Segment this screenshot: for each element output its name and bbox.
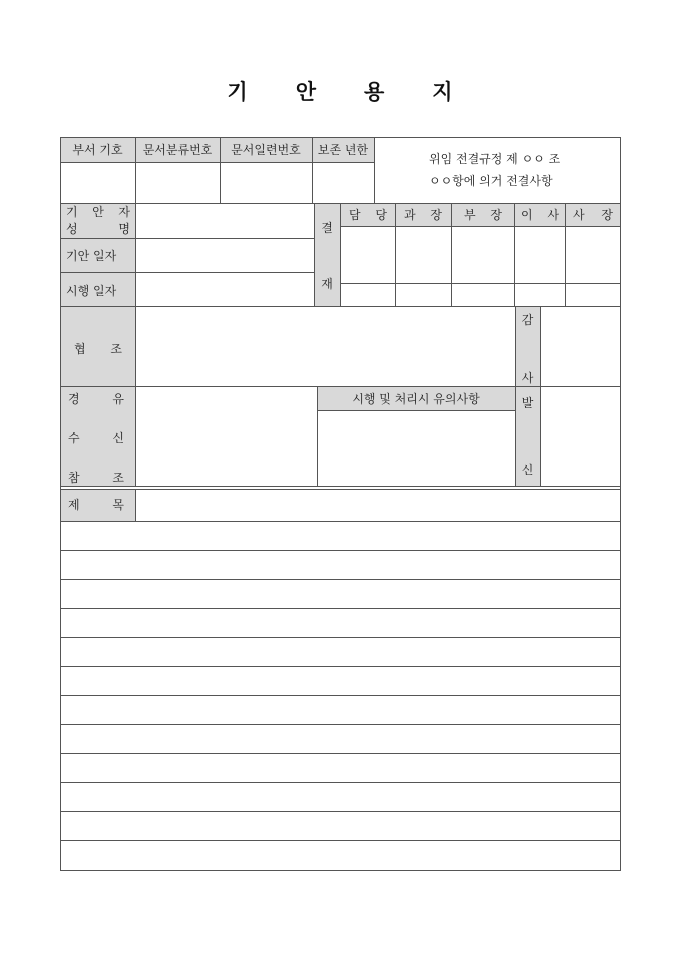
title-char: 기 xyxy=(227,79,248,104)
routing-via-label xyxy=(68,392,124,406)
label-char: 협 xyxy=(74,342,86,356)
delegation-rule-line1: 위임 전결규정 제 ㅇㅇ 조 xyxy=(429,152,561,166)
rule xyxy=(60,386,621,387)
approval-role-staff xyxy=(349,208,387,222)
rule xyxy=(451,203,452,307)
rule xyxy=(317,410,515,411)
audit-label-bottom: 사 xyxy=(521,371,534,385)
title-char: 용 xyxy=(364,79,385,104)
label-char: 제 xyxy=(68,498,80,512)
approval-label-bottom: 재 xyxy=(321,277,333,291)
rule xyxy=(60,137,61,871)
label-char: 신 xyxy=(112,431,124,445)
rule xyxy=(60,870,621,871)
drafter-char: 기 xyxy=(66,205,78,219)
rule xyxy=(60,272,314,273)
rule xyxy=(60,306,621,307)
routing-reference-label xyxy=(68,471,124,485)
label-char: 경 xyxy=(68,392,80,406)
cooperation-label xyxy=(74,342,122,356)
rule xyxy=(314,203,315,307)
role-char: 장 xyxy=(601,208,613,222)
body-line xyxy=(60,840,621,841)
label-char: 수 xyxy=(68,431,80,445)
role-char: 부 xyxy=(464,208,476,222)
rule xyxy=(135,386,136,487)
body-line xyxy=(60,666,621,667)
drafter-name-label-bottom xyxy=(66,222,130,236)
rule xyxy=(540,306,541,487)
subject-label xyxy=(68,498,124,512)
body-line xyxy=(60,579,621,580)
doc-serial-no-label: 문서일련번호 xyxy=(231,143,301,157)
approval-role-president xyxy=(573,208,613,222)
title-char: 지 xyxy=(432,79,453,104)
label-char: 조 xyxy=(110,342,122,356)
role-char: 담 xyxy=(349,208,361,222)
label-char: 조 xyxy=(112,471,124,485)
role-char: 이 xyxy=(521,208,533,222)
role-char: 장 xyxy=(490,208,502,222)
body-line xyxy=(60,695,621,696)
retention-period-label: 보존 년한 xyxy=(317,143,369,157)
rule xyxy=(135,489,136,522)
rule xyxy=(514,203,515,307)
drafter-char: 성 xyxy=(66,222,78,236)
rule xyxy=(340,203,341,307)
rule xyxy=(60,137,621,138)
body-line xyxy=(60,724,621,725)
approval-label-top: 결 xyxy=(321,221,333,235)
rule xyxy=(60,521,621,522)
role-char: 장 xyxy=(430,208,442,222)
rule xyxy=(340,283,621,284)
label-char: 유 xyxy=(112,392,124,406)
rule xyxy=(565,203,566,307)
body-line xyxy=(60,811,621,812)
body-line xyxy=(60,782,621,783)
dept-code-label: 부서 기호 xyxy=(72,143,123,157)
audit-label-top: 감 xyxy=(521,313,534,327)
delegation-rule-line2: ㅇㅇ항에 의거 전결사항 xyxy=(429,174,553,188)
body-line xyxy=(60,637,621,638)
rule xyxy=(374,137,375,204)
body-line xyxy=(60,608,621,609)
rule xyxy=(620,137,621,871)
rule xyxy=(60,489,621,490)
title-char: 안 xyxy=(295,79,316,104)
dispatch-label-top: 발 xyxy=(521,396,534,410)
rule xyxy=(60,486,621,487)
drafter-char: 명 xyxy=(118,222,130,236)
role-char: 사 xyxy=(547,208,559,222)
body-line xyxy=(60,753,621,754)
rule xyxy=(395,203,396,307)
draft-date-label: 기안 일자 xyxy=(66,249,117,263)
routing-recipient-label xyxy=(68,431,124,445)
rule xyxy=(60,162,374,163)
drafter-char: 안 xyxy=(92,205,104,219)
body-line xyxy=(60,550,621,551)
role-char: 과 xyxy=(404,208,416,222)
approval-role-dept-head xyxy=(464,208,502,222)
approval-role-director xyxy=(521,208,559,222)
dispatch-label-bottom: 신 xyxy=(521,463,534,477)
label-char: 참 xyxy=(68,471,80,485)
rule xyxy=(60,238,314,239)
rule xyxy=(340,226,621,227)
drafter-char: 자 xyxy=(118,205,130,219)
doc-class-no-label: 문서분류번호 xyxy=(142,143,213,157)
approval-role-section-chief xyxy=(404,208,442,222)
role-char: 당 xyxy=(375,208,387,222)
role-char: 사 xyxy=(573,208,585,222)
label-char: 목 xyxy=(112,498,124,512)
processing-notes-label: 시행 및 처리시 유의사항 xyxy=(352,392,480,406)
drafter-name-label-top xyxy=(66,205,130,219)
effective-date-label: 시행 일자 xyxy=(66,284,117,298)
rule xyxy=(135,203,136,307)
rule xyxy=(135,306,136,387)
form-title xyxy=(0,76,680,106)
